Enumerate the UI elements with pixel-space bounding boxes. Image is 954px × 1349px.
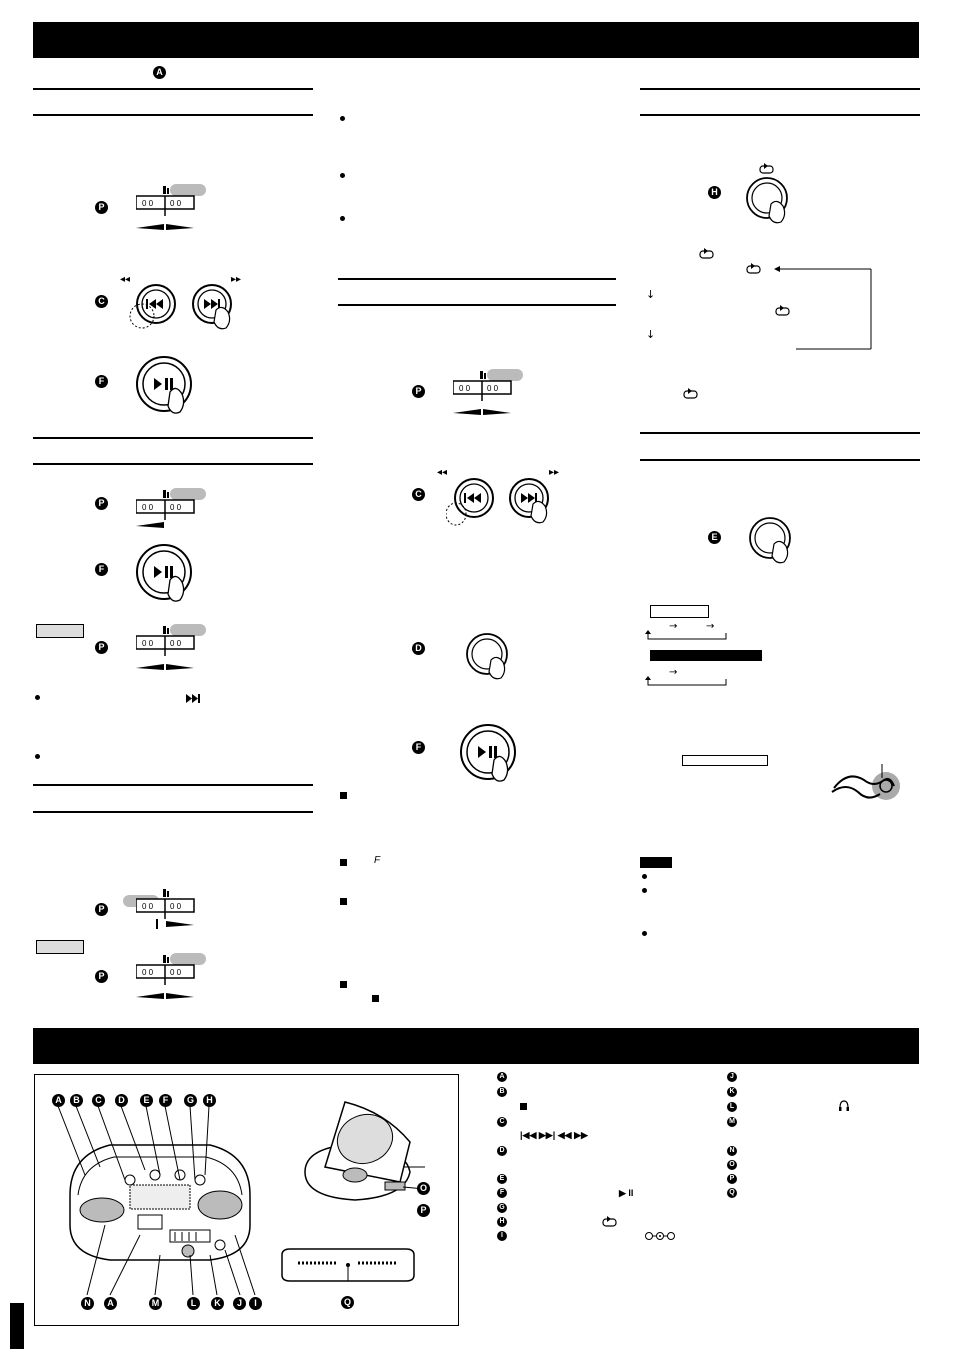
bullet (35, 754, 40, 759)
repeat-icon (775, 305, 791, 317)
callout: L (187, 1297, 200, 1310)
rew-mark: ◂◂ (120, 274, 131, 285)
divider (640, 432, 920, 434)
callout: Q (341, 1296, 354, 1309)
label-box (36, 940, 84, 954)
repeat-button (745, 176, 801, 232)
divider (338, 278, 616, 280)
skip-forward-button (190, 282, 250, 338)
stop-square (340, 792, 347, 799)
hold-switch (136, 186, 196, 236)
bullet (642, 874, 647, 879)
svg-text:→: → (669, 667, 678, 678)
callout: J (233, 1297, 246, 1310)
repeat-icon (683, 388, 699, 400)
legend-item: N (727, 1146, 737, 1156)
legend-item: O (727, 1160, 737, 1170)
callout-lines (35, 1075, 275, 1325)
divider (33, 114, 313, 116)
page-tab (10, 1303, 24, 1349)
legend-item: D (497, 1146, 507, 1156)
callout: F (159, 1094, 172, 1107)
section-badge: A (153, 66, 166, 79)
callout: B (70, 1094, 83, 1107)
bullet (340, 216, 345, 221)
divider (640, 459, 920, 461)
divider (33, 463, 313, 465)
bullet (340, 116, 345, 121)
mode-cycle-1 (644, 619, 734, 641)
skip-forward-button (507, 476, 567, 532)
legend-item: A (497, 1072, 507, 1082)
fig-label: E (708, 531, 721, 544)
divider (33, 437, 313, 439)
headphones-icon (838, 1100, 850, 1112)
play-pause-mark: ▶ II (619, 1188, 634, 1198)
fig-label: F (95, 375, 108, 388)
svg-text:→: → (706, 621, 715, 632)
legend-item: H (497, 1217, 507, 1227)
fig-label: H (708, 186, 721, 199)
dc-in-icon (644, 1231, 676, 1241)
bullet (642, 931, 647, 936)
legend-item: J (727, 1072, 737, 1082)
fig-label: D (412, 642, 425, 655)
legend-item: F (497, 1188, 507, 1198)
bullet (642, 888, 647, 893)
divider (33, 784, 313, 786)
callout: A (104, 1297, 117, 1310)
fig-label: P (95, 903, 108, 916)
svg-text:↓: ↓ (646, 328, 656, 341)
stop-square (340, 981, 347, 988)
skip-forward-icon (186, 694, 206, 704)
memory-button (465, 632, 521, 688)
legend-item: L (727, 1102, 737, 1112)
skip-back-button (128, 282, 188, 332)
stop-icon (520, 1103, 527, 1110)
player-open-view (285, 1097, 425, 1207)
legend-item: B (497, 1087, 507, 1097)
hold-switch (136, 626, 196, 676)
stop-square (340, 898, 347, 905)
callout: D (115, 1094, 128, 1107)
bullet (340, 173, 345, 178)
callout: O (417, 1182, 430, 1195)
repeat-icon (759, 163, 775, 175)
legend-item: I (497, 1231, 507, 1241)
divider (33, 811, 313, 813)
play-pause-button (136, 356, 206, 426)
fig-label: C (95, 295, 108, 308)
parts-diagram (34, 1074, 459, 1326)
fig-label: C (412, 488, 425, 501)
rew-mark: ◂◂ (437, 467, 448, 478)
legend-item: P (727, 1174, 737, 1184)
divider (640, 114, 920, 116)
callout: M (149, 1297, 162, 1310)
fig-label: P (95, 641, 108, 654)
legend-item: E (497, 1174, 507, 1184)
legend-item: Q (727, 1188, 737, 1198)
mode-cycle-2 (644, 665, 734, 687)
divider (640, 88, 920, 90)
player-bottom-view (278, 1247, 418, 1287)
label-box (36, 624, 84, 638)
control-marks: |◀◀ ▶▶| ◀◀ ▶▶ (520, 1130, 588, 1140)
hold-switch (136, 889, 196, 939)
mode-box-dark (650, 650, 762, 661)
callout: H (203, 1094, 216, 1107)
headphones-drawing (826, 764, 906, 814)
play-pause-button (136, 544, 206, 614)
callout: G (184, 1094, 197, 1107)
legend-item: M (727, 1117, 737, 1127)
svg-text:→: → (669, 621, 678, 632)
fig-label: P (412, 385, 425, 398)
hold-switch (136, 490, 196, 540)
repeat-icon (602, 1216, 618, 1228)
callout: C (92, 1094, 105, 1107)
ff-mark: ▸▸ (549, 467, 560, 478)
header-bar-top (33, 22, 919, 58)
legend-item: K (727, 1087, 737, 1097)
note-badge (640, 857, 672, 868)
callout: A (52, 1094, 65, 1107)
skip-back-button (446, 476, 506, 532)
cycle-arrow (646, 265, 876, 355)
hold-switch (453, 371, 513, 421)
callout: N (81, 1297, 94, 1310)
mode-box (682, 755, 768, 766)
mode-box (650, 605, 709, 618)
stop-square (340, 859, 347, 866)
stop-icon (372, 995, 379, 1002)
callout: K (211, 1297, 224, 1310)
legend-item: C (497, 1117, 507, 1127)
fig-label: F (412, 741, 425, 754)
legend-item: G (497, 1203, 507, 1213)
callout: P (417, 1204, 430, 1217)
bullet (35, 695, 40, 700)
svg-text:↓: ↓ (646, 288, 656, 301)
italic-f: F (374, 855, 381, 866)
repeat-icon (699, 248, 715, 260)
header-bar-parts (33, 1028, 919, 1064)
hold-switch (136, 955, 196, 1005)
fig-label: P (95, 497, 108, 510)
divider (33, 88, 313, 90)
callout: I (249, 1297, 262, 1310)
mode-button (748, 516, 804, 572)
play-pause-button (460, 724, 530, 794)
divider (338, 304, 616, 306)
ff-mark: ▸▸ (231, 274, 242, 285)
callout: E (140, 1094, 153, 1107)
fig-label: P (95, 970, 108, 983)
fig-label: P (95, 201, 108, 214)
fig-label: F (95, 563, 108, 576)
